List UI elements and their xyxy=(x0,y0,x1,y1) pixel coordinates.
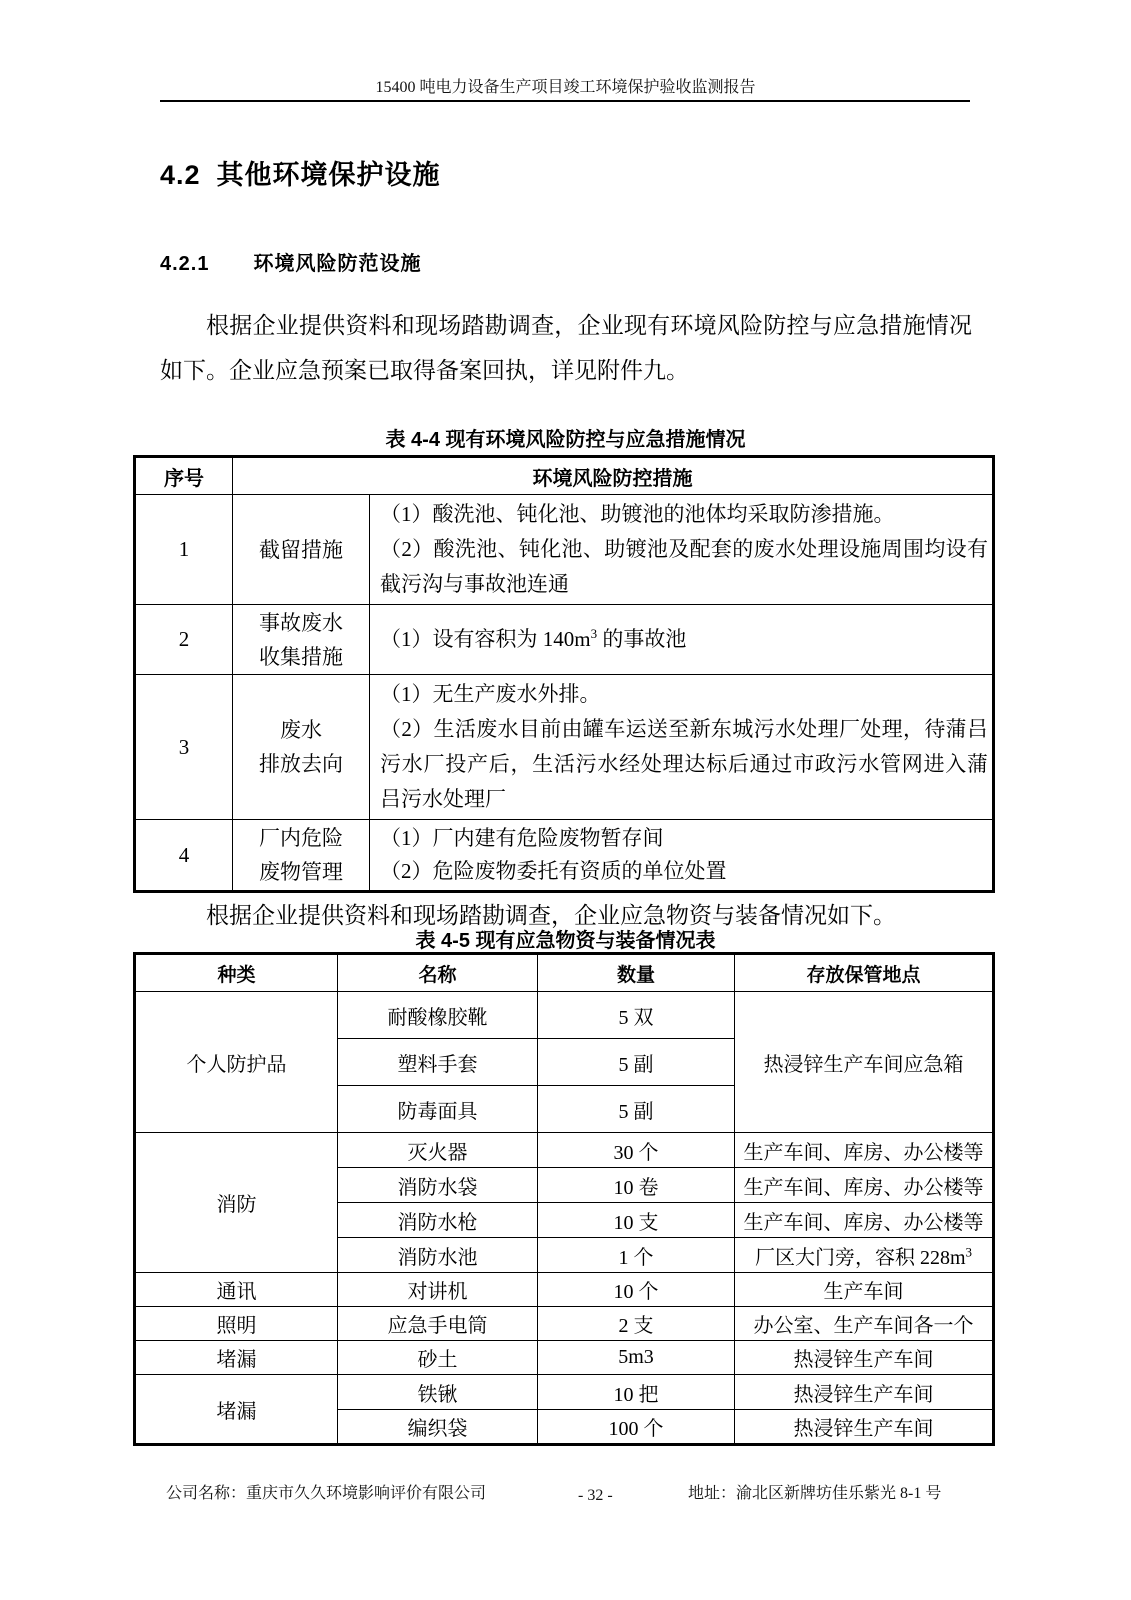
table-row xyxy=(135,605,994,675)
category-line: 厂内危险 xyxy=(259,826,343,850)
t45-cell-quantity: 5 副 xyxy=(538,1086,735,1133)
t45-cell-name: 灭火器 xyxy=(338,1133,538,1168)
t44-row-no: 2 xyxy=(135,605,233,675)
category-line: 排放去向 xyxy=(259,752,343,776)
subsection-heading xyxy=(160,247,421,276)
t45-cell-name: 砂土 xyxy=(338,1341,538,1375)
t45-cell-location: 生产车间 xyxy=(735,1273,994,1307)
t44-row-category xyxy=(233,820,370,892)
t45-cell-quantity: 100 个 xyxy=(538,1410,735,1445)
second-paragraph: 根据企业提供资料和现场踏勘调查，企业应急物资与装备情况如下。 xyxy=(206,903,896,928)
t44-row-measures xyxy=(370,495,994,605)
measure-text: （1）设有容积为 140m xyxy=(380,627,591,651)
table-row xyxy=(135,1341,994,1375)
t45-cell-category: 堵漏 xyxy=(135,1375,338,1445)
table-4-5-caption: 表 4-5 现有应急物资与装备情况表 xyxy=(415,930,716,952)
measure-item: （2）生活废水目前由罐车运送至新东城污水处理厂处理，待蒲吕污水厂投产后，生活污水经处理达标后通过市政污水管网进入蒲吕污水处理厂 xyxy=(380,717,988,811)
t44-row-measures xyxy=(370,820,994,892)
t45-cell-quantity: 1 个 xyxy=(538,1238,735,1273)
t45-header-name: 名称 xyxy=(338,954,538,992)
category-line: 废水 xyxy=(280,718,322,742)
t45-cell-quantity: 2 支 xyxy=(538,1307,735,1341)
t45-cell-location: 生产车间、库房、办公楼等 xyxy=(735,1168,994,1203)
table-row xyxy=(135,495,994,605)
t45-cell-name: 应急手电筒 xyxy=(338,1307,538,1341)
table-row xyxy=(135,1273,994,1307)
t45-cell-location: 热浸锌生产车间 xyxy=(735,1375,994,1410)
category-line: 收集措施 xyxy=(259,644,343,669)
footer-company: 公司名称：重庆市久久环境影响评价有限公司 xyxy=(166,1485,487,1502)
table-row xyxy=(135,954,994,992)
location-text: 厂区大门旁，容积 228m xyxy=(754,1246,966,1269)
section-number: 4.2 xyxy=(160,160,201,190)
t45-cell-name: 塑料手套 xyxy=(338,1039,538,1086)
measure-item: （2）酸洗池、钝化池、助镀池及配套的废水处理设施周围均设有截污沟与事故池连通 xyxy=(380,537,988,596)
t45-cell-name: 耐酸橡胶靴 xyxy=(338,992,538,1039)
t45-cell-location xyxy=(735,1238,994,1273)
table-row xyxy=(135,675,994,820)
t45-cell-location: 生产车间、库房、办公楼等 xyxy=(735,1203,994,1238)
measure-item: （2）危险废物委托有资质的单位处置 xyxy=(380,859,727,883)
t45-cell-category: 堵漏 xyxy=(135,1341,338,1375)
table-row xyxy=(135,1375,994,1410)
t45-cell-location: 热浸锌生产车间 xyxy=(735,1410,994,1445)
t45-cell-category: 个人防护品 xyxy=(135,992,338,1133)
table-4-4-caption: 表 4-4 现有环境风险防控与应急措施情况 xyxy=(385,429,746,451)
t45-header-location: 存放保管地点 xyxy=(735,954,994,992)
footer-page-number: - 32 - xyxy=(578,1487,613,1504)
table-row xyxy=(135,1307,994,1341)
t45-header-category: 种类 xyxy=(135,954,338,992)
table-row xyxy=(135,820,994,892)
t45-cell-name: 防毒面具 xyxy=(338,1086,538,1133)
table-row xyxy=(135,992,994,1039)
t44-row-no: 3 xyxy=(135,675,233,820)
t44-row-no: 1 xyxy=(135,495,233,605)
t45-cell-name: 消防水池 xyxy=(338,1238,538,1273)
t45-cell-quantity: 5m3 xyxy=(538,1341,735,1375)
measure-text: 的事故池 xyxy=(597,627,687,651)
t45-cell-location: 热浸锌生产车间应急箱 xyxy=(735,992,994,1133)
t45-cell-category: 消防 xyxy=(135,1133,338,1273)
t45-cell-quantity: 5 副 xyxy=(538,1039,735,1086)
category-line: 废物管理 xyxy=(259,860,343,884)
t45-header-quantity: 数量 xyxy=(538,954,735,992)
t44-row-measures xyxy=(370,675,994,820)
measure-item: （1）无生产废水外排。 xyxy=(380,682,601,706)
section-title: 其他环境保护设施 xyxy=(216,160,441,190)
t45-cell-location: 办公室、生产车间各一个 xyxy=(735,1307,994,1341)
measure-item xyxy=(380,622,988,657)
intro-paragraph: 根据企业提供资料和现场踏勘调查，企业现有环境风险防控与应急措施情况如下。企业应急预案已取得备案回执，详见附件九。 xyxy=(160,313,972,383)
t44-header-measures: 环境风险防控措施 xyxy=(233,457,994,495)
t45-cell-name: 铁锹 xyxy=(338,1375,538,1410)
t44-row-measures xyxy=(370,605,994,675)
t44-row-category xyxy=(233,605,370,675)
table-row xyxy=(135,457,994,495)
category-line: 事故废水 xyxy=(259,610,343,635)
page-header-title: 15400 吨电力设备生产项目竣工环境保护验收监测报告 xyxy=(375,79,756,96)
t45-cell-location: 生产车间、库房、办公楼等 xyxy=(735,1133,994,1168)
table-4-5 xyxy=(133,952,995,1446)
t44-row-category: 截留措施 xyxy=(233,495,370,605)
measure-item: （1）厂内建有危险废物暂存间 xyxy=(380,826,664,850)
subsection-number: 4.2.1 xyxy=(160,253,210,275)
superscript: 3 xyxy=(590,626,598,641)
t45-cell-name: 消防水枪 xyxy=(338,1203,538,1238)
measure-item: （1）酸洗池、钝化池、助镀池的池体均采取防渗措施。 xyxy=(380,502,895,526)
t44-row-category xyxy=(233,675,370,820)
t45-cell-quantity: 30 个 xyxy=(538,1133,735,1168)
footer-address: 地址：渝北区新牌坊佳乐紫光 8-1 号 xyxy=(688,1485,942,1502)
t44-header-no: 序号 xyxy=(135,457,233,495)
t45-cell-category: 通讯 xyxy=(135,1273,338,1307)
subsection-title: 环境风险防范设施 xyxy=(253,253,422,275)
superscript: 3 xyxy=(965,1243,973,1259)
t45-cell-quantity: 10 支 xyxy=(538,1203,735,1238)
t45-cell-name: 对讲机 xyxy=(338,1273,538,1307)
t45-cell-quantity: 10 把 xyxy=(538,1375,735,1410)
table-row xyxy=(135,1133,994,1168)
t45-cell-name: 消防水袋 xyxy=(338,1168,538,1203)
t45-cell-quantity: 10 个 xyxy=(538,1273,735,1307)
t45-cell-quantity: 10 卷 xyxy=(538,1168,735,1203)
header-rule xyxy=(160,100,970,102)
table-4-4 xyxy=(133,455,995,893)
t45-cell-quantity: 5 双 xyxy=(538,992,735,1039)
t45-cell-name: 编织袋 xyxy=(338,1410,538,1445)
t45-cell-category: 照明 xyxy=(135,1307,338,1341)
section-heading xyxy=(160,153,441,192)
t45-cell-location: 热浸锌生产车间 xyxy=(735,1341,994,1375)
t44-row-no: 4 xyxy=(135,820,233,892)
